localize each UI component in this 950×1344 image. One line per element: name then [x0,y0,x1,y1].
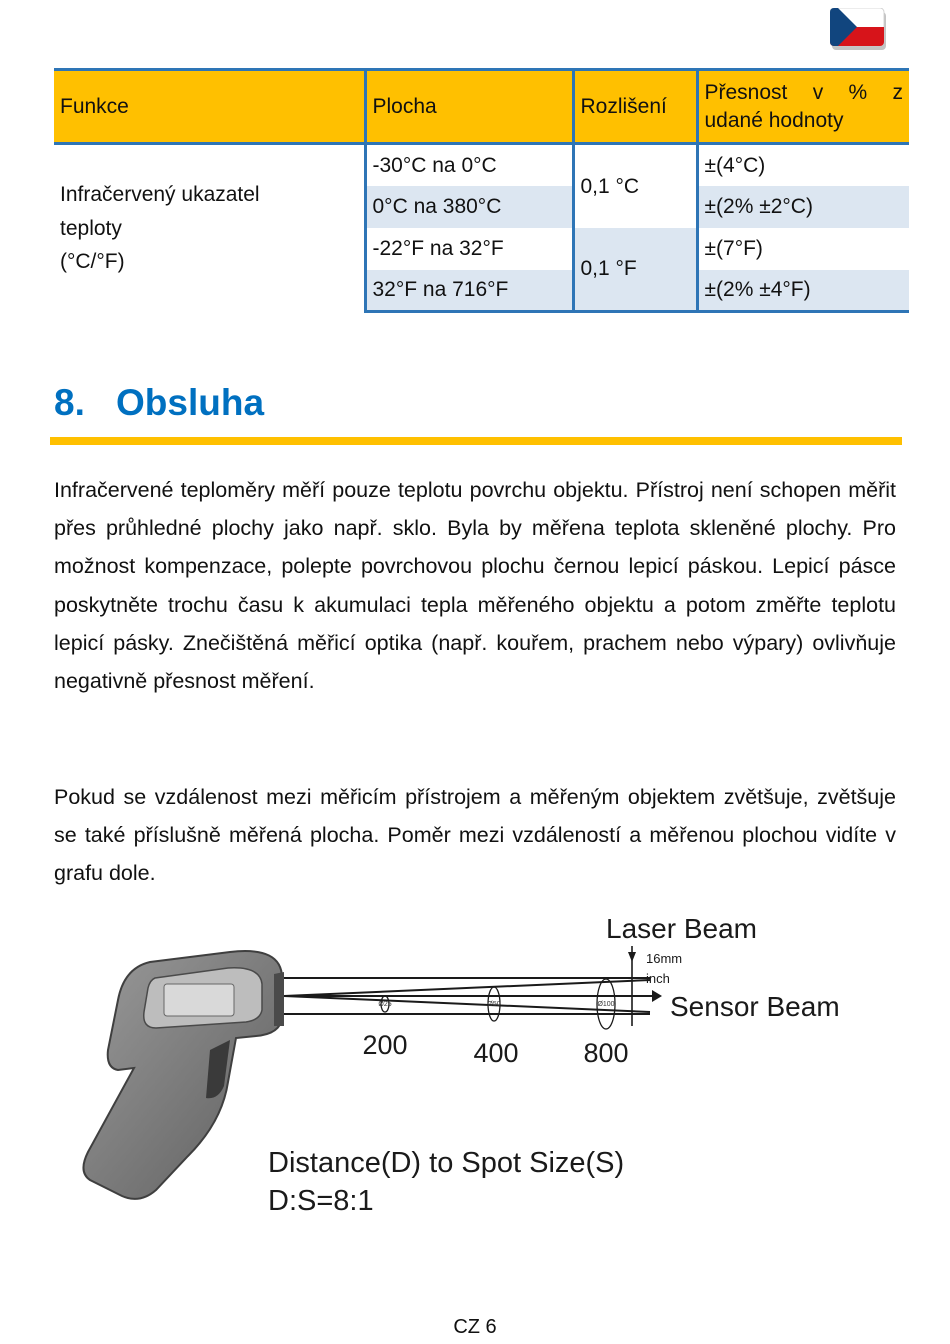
header-rozliseni: Rozlišení [573,70,697,144]
spec-table [54,68,909,313]
sensor-cone-bottom [284,996,650,1012]
distance-label-400: 400 [473,1038,519,1068]
diagram-caption-line1: Distance(D) to Spot Size(S) [268,1147,625,1179]
header-plocha: Plocha [365,70,573,144]
sensor-beam-label: Sensor Beam [670,991,840,1022]
presnost-cell: ±(4°C) [697,144,909,186]
plocha-cell: -30°C na 0°C [365,144,573,186]
dimension-arrow-icon [628,952,636,962]
diagram-caption-line2: D:S=8:1 [268,1185,374,1217]
section-title: Obsluha [116,382,265,423]
header-presnost-word: % [848,81,868,105]
sensor-cone-top [284,980,650,996]
table-row [54,144,909,186]
thermometer-icon [83,951,284,1199]
header-presnost-word: v [812,81,824,105]
spot-label-400: Ø50 [487,1001,501,1008]
presnost-cell: ±(7°F) [697,228,909,270]
heading-underline [50,437,902,445]
header-presnost-word: z [892,81,903,105]
presnost-cell: ±(2% ±4°F) [697,270,909,312]
body-paragraph: Pokud se vzdálenost mezi měřicím přístrojem a měřeným objektem zvětšuje, zvětšuje se také příslušně měřená plocha. Poměr mezi vzdáleností a měřenou plochou vidíte v grafu dole. [54,785,896,886]
presnost-cell: ±(2% ±2°C) [697,186,909,228]
page-number: CZ 6 [453,1316,497,1338]
section-number: 8. [54,382,85,423]
header-presnost-line2: udané hodnoty [704,108,844,132]
size-label-mm: 16mm [646,951,683,966]
function-line: teploty [60,216,122,240]
sensor-arrow-icon [652,990,662,1002]
section-heading [54,382,264,424]
size-label-inch: inch [646,971,670,986]
header-funkce: Funkce [54,70,365,144]
resolution-cell: 0,1 °C [573,144,697,228]
header-presnost-word: Přesnost [704,81,788,105]
spot-label-800: Ø100 [597,1001,615,1008]
body-paragraph: Infračervené teploměry měří pouze teplotu povrchu objektu. Přístroj není schopen měřit přes průhledné plochy jako např. sklo. Byla by měřena teplota skleněné plochy. Pro možnost kompenzace, polepte povrchovou plochu černou lepicí páskou. Lepicí pásce poskytněte trochu času k akumulaci tepla měřeného objektu a potom změřte teplotu lepicí pásky. Znečištěná měřicí optika (např. kouřem, prachem nebo výpary) ovlivňuje negativně přesnost měření. [54,478,896,694]
distance-spot-diagram [60,900,840,1230]
spot-label-200: Ø25 [378,1001,392,1008]
function-line: (°C/°F) [60,249,125,273]
laser-beam-label: Laser Beam [606,913,757,944]
plocha-cell: 32°F na 716°F [365,270,573,312]
table-header-row [54,70,909,144]
czech-flag-icon [830,8,888,52]
plocha-cell: -22°F na 32°F [365,228,573,270]
header-presnost [697,70,909,144]
function-cell [54,144,365,312]
function-line: Infračervený ukazatel [60,183,260,207]
distance-label-200: 200 [362,1030,408,1060]
distance-label-800: 800 [583,1038,629,1068]
plocha-cell: 0°C na 380°C [365,186,573,228]
resolution-cell: 0,1 °F [573,228,697,312]
